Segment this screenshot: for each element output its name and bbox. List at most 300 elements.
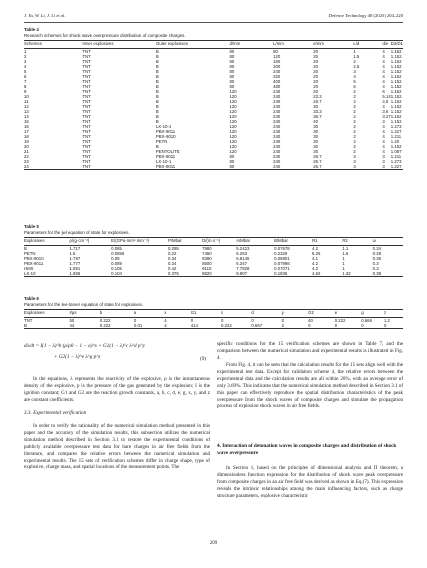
table4-cell: 4 <box>382 73 385 79</box>
table4-cell: 4 <box>382 78 385 84</box>
table4-cell: 120 <box>229 103 237 109</box>
table5-cell: 4.62 <box>312 271 342 277</box>
table5-header-cell: ω <box>373 238 403 246</box>
table4-cell: 80 <box>229 158 235 164</box>
table4-cell: 40 <box>313 118 319 124</box>
table4-cell: 240 <box>273 148 281 154</box>
table5-header-cell: ρ/(g·cm⁻³) <box>69 238 111 246</box>
table6-cell: 414 <box>191 323 221 329</box>
table4-cell: TNT <box>82 98 91 104</box>
table6-cell: 0 <box>308 323 335 329</box>
table4-cell: 480 <box>273 83 281 89</box>
table4-cell: B <box>155 63 159 69</box>
table4-cell: 2 <box>353 118 356 124</box>
table5-cell: 1.891 <box>69 265 81 271</box>
table4-cell: 120 <box>229 128 237 134</box>
table4-cell: 3 <box>382 118 385 124</box>
table4-cell: 4 <box>382 138 385 144</box>
table5-cell: 0.3 <box>372 260 379 266</box>
table5-cell: 1 <box>342 265 345 271</box>
table4-cell: 2 <box>353 143 356 149</box>
table5-cell: 1.717 <box>69 245 81 251</box>
table5-cell: 0.28 <box>372 250 381 256</box>
table4-header-cell: L/d <box>353 41 382 49</box>
table5-cell: 0.07998 <box>274 260 290 266</box>
table4-cell: 20 <box>313 73 319 79</box>
table4-cell: 2 <box>353 113 356 119</box>
table5-cell: 7980 <box>202 245 212 251</box>
table4-cell: 1.152 <box>390 108 402 114</box>
header-rule <box>24 22 403 23</box>
table4-cell: 1.152 <box>390 83 402 89</box>
table4-cell: 2 <box>353 108 356 114</box>
table4-cell: 240 <box>273 128 281 134</box>
table4-cell: 240 <box>273 98 281 104</box>
table6-label: Table 6 <box>24 296 39 301</box>
table5-cell: 9110 <box>202 265 212 271</box>
table4-cell: LX-10-1 <box>155 123 172 129</box>
table4-cell: 1.152 <box>390 113 402 119</box>
table4-cell: 200 <box>273 63 281 69</box>
table4-cell: 1.273 <box>390 123 402 129</box>
table4-cell: 2 <box>353 103 356 109</box>
left-paragraph-2: In order to verify the rationality of the numerical simulation method presented in this paper and the accuracy of the simulation results, this subsection utilizes the numerical simulation method described in Section 3.1 to restore the experimental conditions of publicly available overpressure test data for bare charges in air free fields from the literature, and compares the relative errors between the numerical simulation and experimental results. The 15 sets of verification schemes differ in charge shape, type of explosive, charge mass, and spatial locations of the measurement points. The <box>24 423 210 471</box>
table4-cell: 13 <box>24 108 29 114</box>
table5-cell: 1.6 <box>342 250 349 256</box>
table4-cell: TNT <box>82 158 91 164</box>
table4-cell: 80 <box>229 58 235 64</box>
table4-cell: 4.5 <box>382 98 389 104</box>
table4-cell: 21 <box>24 148 29 154</box>
table4-cell: 3.6 <box>382 108 389 114</box>
table4-cell: TNT <box>82 58 91 64</box>
table4-cell: 3 <box>24 58 27 64</box>
table5-cell: 6.253 <box>236 250 247 256</box>
table4-cell: 20 <box>313 63 319 69</box>
table6-caption-block <box>24 296 143 307</box>
table4-cell: 19 <box>24 138 29 144</box>
table4-cell: 1 <box>353 48 356 54</box>
table4-cell: TNT <box>82 53 91 59</box>
table5-cell: B <box>24 245 27 251</box>
running-header <box>24 13 403 21</box>
table6-cell: 0.222 <box>221 323 251 329</box>
table5-caption: Parameters for the jwl equation of state for explosives. <box>24 229 130 235</box>
table4-cell: 20 <box>313 68 319 74</box>
table5-cell: 1.865 <box>69 271 111 277</box>
table4-cell: 240 <box>273 113 281 119</box>
right-paragraph-1: specific conditions for the 15 verification schemes are shown in Table 7, and the comparison between the numerical simulation and experimental results is illustrated in Fig. 4. <box>217 341 403 361</box>
table4-cell: 80 <box>229 164 273 170</box>
table5-cell: 0.42 <box>168 265 177 271</box>
table4-cell: 120 <box>229 123 237 129</box>
table4-cell: 1.152 <box>390 48 402 54</box>
table4-cell: 4 <box>382 48 385 54</box>
table5-cell: 8.807 <box>236 271 274 277</box>
table4-cell: 1.152 <box>390 53 402 59</box>
table4-cell: 80 <box>229 83 235 89</box>
table5-cell: 0.105 <box>111 265 122 271</box>
header-journal: Defence Technology 48 (2025) 204–220 <box>328 13 403 18</box>
table4-cell: TNT <box>82 118 91 124</box>
table4-cell: 2 <box>353 88 356 94</box>
table4-cell: 1.152 <box>390 78 402 84</box>
table4-cell: 2 <box>24 53 27 59</box>
table4-cell: 20 <box>313 48 319 54</box>
table4-cell: 80 <box>229 78 235 84</box>
table4-cell: 120 <box>229 113 237 119</box>
table6-header-cell: z <box>384 310 403 318</box>
table4-cell: 1.273 <box>390 158 402 164</box>
table4-cell: 30 <box>313 143 319 149</box>
table4-cell: 26.7 <box>313 153 322 159</box>
table6-row <box>24 323 403 329</box>
table4-cell: 160 <box>273 58 281 64</box>
table4-cell: 1.211 <box>390 133 402 139</box>
table5-cell: 6.347 <box>236 260 247 266</box>
table5-cell: 0.34 <box>372 245 381 251</box>
table4-cell: 1.20 <box>390 138 400 144</box>
table4-caption-block <box>24 27 186 38</box>
table4-header-cell: e/mm <box>313 41 353 49</box>
table5-cell: PBX-9011 <box>24 260 44 266</box>
table4-cell: 18 <box>24 133 29 139</box>
table4-cell: 4 <box>382 128 385 134</box>
table4-cell: B <box>155 78 159 84</box>
table5-cell: 1.5 <box>69 250 76 256</box>
table6-cell: 0 <box>221 317 224 323</box>
table4-cell: 240 <box>273 88 281 94</box>
table4-cell: 7 <box>24 78 27 84</box>
table5-cell: 0.06801 <box>274 255 290 261</box>
table4-row <box>24 164 403 170</box>
table4-cell: 4 <box>24 63 27 69</box>
table6-header-cell: Explosives <box>24 310 69 318</box>
table4-cell: PBX-9010 <box>155 133 176 139</box>
table4-cell: 26.7 <box>313 164 353 170</box>
table4-cell: B <box>155 53 159 59</box>
table4-cell: 3 <box>353 164 382 170</box>
table4-cell: TNT <box>82 143 91 149</box>
table4-cell: 80 <box>273 48 278 54</box>
table5-cell: 5.25 <box>312 250 321 256</box>
table4-cell: 4 <box>353 73 356 79</box>
table5-cell: 0.34 <box>168 255 177 261</box>
table6-cell: 0.222 <box>334 317 346 323</box>
table4-cell: 30 <box>313 148 319 154</box>
table6-cell: 0.222 <box>99 317 111 323</box>
table6-header-cell: G1 <box>191 310 221 318</box>
table6-header-cell: y <box>282 310 309 318</box>
table6-cell: 0.222 <box>100 323 134 329</box>
table4-cell: 1.152 <box>390 68 402 74</box>
table5-cell: PBX-9010 <box>24 255 44 261</box>
table5-cell: 5.8145 <box>236 255 250 261</box>
table4-cell: B <box>155 73 159 79</box>
table4-cell: 11 <box>24 98 29 104</box>
table5-cell: 4.2 <box>312 245 318 251</box>
table4-cell: 2 <box>353 133 356 139</box>
table4-cell: 1.152 <box>390 58 402 64</box>
table4-cell: 1 <box>24 48 27 54</box>
table6-cell: TNT <box>24 317 33 323</box>
table4-cell: 5 <box>24 68 27 74</box>
table5-cell: 8820 <box>202 271 236 277</box>
table4-cell: B <box>155 88 159 94</box>
table4-cell: TNT <box>82 123 91 129</box>
table4-cell: TNT <box>82 113 91 119</box>
table4-header-cell: Inner explosives <box>82 41 156 49</box>
table5-row <box>24 271 403 277</box>
table6-cell: B <box>24 323 69 329</box>
table5-cell: 0.38 <box>373 271 403 277</box>
table4-cell: 24 <box>24 164 82 170</box>
table5-cell: 0.22 <box>168 250 177 256</box>
table5-cell: 0.0856 <box>111 250 125 256</box>
table4-cell: 80 <box>229 63 235 69</box>
table4-cell: 120 <box>229 143 237 149</box>
table4-cell: 20 <box>24 143 29 149</box>
table6-caption: Parameters for the lee-tarver equation of state for explosives. <box>24 301 144 307</box>
table6-cell: 0 <box>384 323 403 329</box>
table4-header-cell: d/mm <box>229 41 273 49</box>
table5-cell: 0.07071 <box>274 265 290 271</box>
table4-cell: 80 <box>229 48 235 54</box>
table4-cell: TNT <box>82 108 91 114</box>
table4-cell: LX-10-1 <box>155 158 172 164</box>
table4-cell: 30 <box>313 138 319 144</box>
table5-header-cell: P/Mbar <box>168 238 202 246</box>
table4-cell: 120 <box>229 98 237 104</box>
table4-cell: 1.152 <box>390 73 402 79</box>
table4-cell: 20 <box>313 88 319 94</box>
table4-cell: 80 <box>229 53 235 59</box>
table4-header-cell: D2/D1 <box>391 41 403 49</box>
table4-cell: 30 <box>313 123 319 129</box>
table4-cell: PBX-9011 <box>155 128 176 134</box>
table6 <box>24 309 403 329</box>
equation-line-1: dλ/dt = I(1 − λ)^b (ρ/ρ0 − 1 − a)^x + G1(1 − λ)^c λ^d p^y <box>24 343 145 349</box>
table6-header-cell: b <box>100 310 134 318</box>
table5-cell: 4.2 <box>312 260 318 266</box>
table4-cell: 26.7 <box>313 98 322 104</box>
table5-cell: 0.375 <box>168 271 202 277</box>
table4-cell: B <box>155 68 159 74</box>
table4-cell: 2 <box>353 98 356 104</box>
right-paragraph-2: From Fig. 4, it can be seen that the calculation results for the 15 sets align well with the experimental test data. Except for validation scheme 4, the relative errors between the experimental data and the calculation results are all within 20%, with an average error of only 3.69%. This indicates that the numerical simulation method described in Section 3.1 of this paper can effectively reproduce the spatial distribution characteristics of the peak overpressure from the shock waves of composite charges and simulate the propagation process of explosion shock waves in air free fields. <box>217 362 403 410</box>
table5-cell: 0.1836 <box>274 271 312 277</box>
table4-cell: PENTOLITE <box>155 148 180 154</box>
table4-cell: 4 <box>382 148 385 154</box>
table4-cell: TNT <box>82 103 91 109</box>
section-3-3-title: 3.3. Experimental verification <box>24 410 87 416</box>
table5-cell: 0.3 <box>372 265 379 271</box>
table4-cell: 2 <box>353 93 356 99</box>
table4-cell: 14 <box>24 113 29 119</box>
table4-cell: 15 <box>24 118 29 124</box>
table4-cell: TNT <box>82 148 91 154</box>
table5-cell: HMX <box>24 265 34 271</box>
table4-cell: PBX-9011 <box>156 164 230 170</box>
table6-cell: 0 <box>251 317 254 323</box>
table6-header-cell: c <box>221 310 251 318</box>
table6-header-cell: d <box>251 310 281 318</box>
table4-cell: 1.152 <box>390 93 402 99</box>
table6-header-cell: I/μs <box>69 310 99 318</box>
table4-cell: 3 <box>382 153 385 159</box>
table5-cell: PETN <box>24 250 36 256</box>
table4-cell: B <box>155 113 159 119</box>
table5-cell: 0.07678 <box>274 245 290 251</box>
table4-cell: 80 <box>229 68 235 74</box>
table4-cell: 120 <box>229 118 237 124</box>
table4-cell: 6 <box>24 73 27 79</box>
table5-cell: 0.2329 <box>274 250 288 256</box>
table5-header-cell: B/Mbar <box>274 238 312 246</box>
table6-header-cell: G2 <box>308 310 335 318</box>
table5-cell: 8500 <box>202 260 212 266</box>
table4-cell: 2.5 <box>353 63 360 69</box>
table4-cell: 12 <box>24 103 29 109</box>
table4-header-cell: d/e <box>382 41 390 49</box>
table4-cell: 3 <box>353 158 356 164</box>
table6-cell: 0.667 <box>251 323 281 329</box>
table4-cell: 9 <box>24 88 27 94</box>
table5-cell: 0.104 <box>111 271 168 277</box>
table4-cell: 1.211 <box>390 153 402 159</box>
table4-cell: 4 <box>382 83 385 89</box>
table4-cell: 120 <box>229 88 237 94</box>
table4-cell: 20 <box>313 58 319 64</box>
table4-cell: 4 <box>382 53 385 59</box>
table4-cell: 120 <box>229 108 237 114</box>
table4-cell: 240 <box>273 118 281 124</box>
table4-cell: 3 <box>353 153 356 159</box>
table4-cell: 36.7 <box>313 113 322 119</box>
table4-cell: B <box>155 108 159 114</box>
table4-cell: 240 <box>273 153 281 159</box>
table4-cell: 23.3 <box>313 93 322 99</box>
table4-cell: TNT <box>82 48 91 54</box>
table6-header-cell: g <box>361 310 384 318</box>
table5-cell: 0.295 <box>168 245 179 251</box>
table4-header-cell: Schemes <box>24 41 82 49</box>
table5-cell: 1 <box>342 255 345 261</box>
table4-cell: 2 <box>353 128 356 134</box>
table4-cell: TNT <box>82 73 91 79</box>
table4-cell: 1.152 <box>390 103 402 109</box>
table4-cell: B <box>155 83 159 89</box>
table4-cell: TNT <box>82 88 91 94</box>
table4-cell: 120 <box>229 133 237 139</box>
table4-cell: 1.152 <box>390 118 402 124</box>
table4-cell: 1.152 <box>390 98 402 104</box>
table4-cell: 16 <box>24 123 29 129</box>
table4-cell: 80 <box>229 153 235 159</box>
page-number: 209 <box>209 541 218 546</box>
table5-cell: 4.2 <box>312 265 318 271</box>
table4-cell: 10 <box>24 93 29 99</box>
table4-cell: 240 <box>273 143 281 149</box>
table4-cell: 4 <box>382 103 385 109</box>
table4-cell: 6 <box>382 88 385 94</box>
table4-cell: TNT <box>82 133 91 139</box>
table4 <box>24 40 403 170</box>
table4-cell: 1.5 <box>353 53 360 59</box>
table5-cell: 7450 <box>202 250 212 256</box>
table4-cell: 8 <box>24 83 27 89</box>
table6-cell: 0 <box>335 323 362 329</box>
table4-cell: 4 <box>382 58 385 64</box>
table4-cell: 5.14 <box>382 93 391 99</box>
header-authors: J. Yu, W. Li, J. Li et al. <box>24 13 66 18</box>
table4-cell: B <box>155 93 159 99</box>
table5-cell: 1.1 <box>342 245 349 251</box>
table6-cell: 40 <box>308 317 313 323</box>
table4-cell: TNT <box>82 78 91 84</box>
table4-cell: 30 <box>313 133 319 139</box>
table4-cell: TNT <box>82 128 91 134</box>
table4-cell: B <box>155 98 159 104</box>
table6-header-cell: a <box>134 310 164 318</box>
table4-cell: 120 <box>273 53 281 59</box>
table4-cell: 20 <box>313 53 319 59</box>
table6-header-cell: e <box>335 310 362 318</box>
table4-cell: 240 <box>273 108 281 114</box>
table4-cell: 1.152 <box>390 143 402 149</box>
table4-cell: 120 <box>229 148 237 154</box>
table4-cell: 240 <box>273 103 281 109</box>
table4-cell: 2 <box>353 58 356 64</box>
table4-cell: 240 <box>273 158 281 164</box>
table5-cell: 0.34 <box>168 260 177 266</box>
table4-cell: 6 <box>353 83 356 89</box>
table4-cell: 1.152 <box>390 88 402 94</box>
table6-cell: 0 <box>281 317 285 323</box>
right-paragraph-3: In Section 1, based on the principles of dimensional analysis and Π theorem, a dimensionless function expression for the distribution of shock wave peak overpressure from composite charges in an air free field was derived as shown in Eq.(7). This expression reveals the intrinsic relationships among the main influencing factors, such as charge structure parameters, explosive characteristic <box>217 465 403 499</box>
table5-cell: 7.7828 <box>236 265 250 271</box>
table6-cell: 50 <box>69 317 75 323</box>
table5-cell: 4.1 <box>312 255 318 261</box>
table4-cell: B <box>155 58 159 64</box>
table5-cell: 0.085 <box>111 245 122 251</box>
table5-header-cell: A/Mbar <box>236 238 274 246</box>
table4-caption: Research schemes for shock wave overpressure distribution of composite charges. <box>24 32 186 38</box>
table4-cell: 1.152 <box>390 63 402 69</box>
table6-cell: 0 <box>133 317 137 323</box>
equation-line-2: + G2(1 − λ)^e λ^g p^z <box>54 354 101 360</box>
table5-header-cell: E/(GPa·mm³·mm⁻³) <box>111 238 168 246</box>
table6-header-cell: x <box>164 310 191 318</box>
table5-cell: 8390 <box>202 255 212 261</box>
table4-cell: 20 <box>313 83 319 89</box>
table6-cell: 0 <box>361 323 384 329</box>
table4-cell: 30 <box>313 103 319 109</box>
table4-cell: 30 <box>313 128 319 134</box>
table4-cell: PETN <box>155 138 168 144</box>
table4-cell: TNT <box>82 153 91 159</box>
table4-cell: 23 <box>24 158 29 164</box>
table6-cell: 0 <box>190 317 194 323</box>
table4-header-cell: L/mm <box>273 41 313 49</box>
section-4-title: 4. Interaction of detonation waves in composite charges and distribution of shock wave overpressure <box>217 443 397 456</box>
table4-cell: TNT <box>82 63 91 69</box>
table5-cell: 0.089 <box>111 260 122 266</box>
table4-cell: 4 <box>382 123 385 129</box>
table5-cell: 1.787 <box>69 255 81 261</box>
table4-cell: 400 <box>273 78 281 84</box>
table4-cell: 2 <box>353 138 356 144</box>
